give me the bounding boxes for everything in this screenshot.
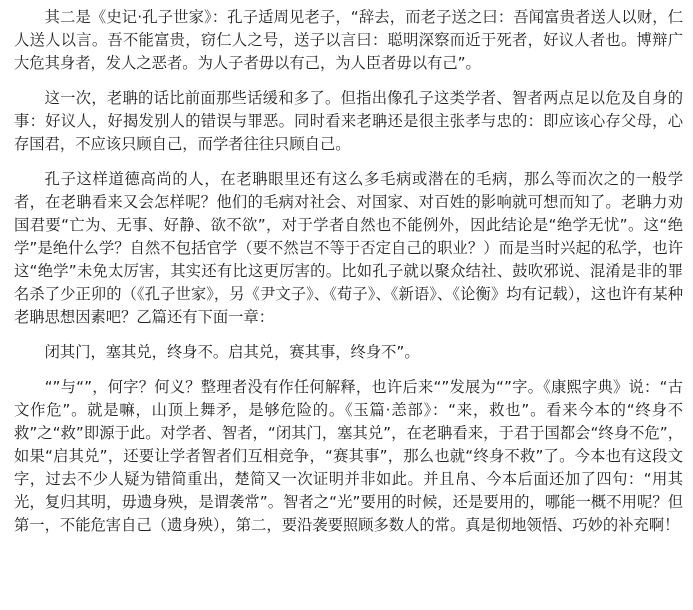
paragraph-character-explanation: “”与“”，何字？何义？整理者没有作任何解释，也许后来“”发展为“”字。《康熙字典》说：“古文作危”。就是嘛，山顶上舞矛，是够危险的。《玉篇·恙部》：“来，救也”。看来今本的“终身不救”之“救”即源于此。对学者、智者，“闭其门，塞其兑”，在老聃看来，于君于国都会“终身不危”，如果“启其兑”，还要让学者智者们互相竞争，“赛其事”，那么也就“终身不救”了。今本也有这段文字，过去不少人疑为错简重出，楚简又一次证明并非如此。并且帛、今本后面还加了四句：“用其光，复归其明，毋遗身殃，是谓袭常”。智者之“光”要用的时候，还是要用的，哪能一概不用呢？但第一，不能危害自己（遗身殃），第二，要沿袭要照顾多数人的常。真是彻地领悟、巧妙的补充啊！ <box>14 378 683 534</box>
paragraph-confucius-analysis: 孔子这样道德高尚的人，在老聃眼里还有这么多毛病或潜在的毛病，那么等而次之的一般学者，在老聃看来又会怎样呢？他们的毛病对社会、对国家、对百姓的影响就可想而知了。老聃力劝国君要“亡为、无事、好静、欲不欲”，对于学者自然也不能例外，因此结论是“绝学无忧”。这“绝学”是绝什么学？自然不包括官学（要不然岂不等于否定自己的职业？）而是当时兴起的私学，也许这“绝学”未免太厉害，其实还有比这更厉害的。比如孔子就以聚众结社、鼓吹邪说、混淆是非的罪名杀了少正卯的（《孔子世家》，另《尹文子》、《荀子》、《新语》、《论衡》均有记载），这也许有某种老聃思想因素吧？乙篇还有下面一章： <box>14 170 683 326</box>
paragraph-laodan-commentary: 这一次，老聃的话比前面那些话缓和多了。但指出像孔子这类学者、智者两点足以危及自身的事：好议人，好揭发别人的错误与罪恶。同时看来老聃还是很主张孝与忠的：即应该心存父母，心存国君，不应该只顾自己，而学者往往只顾自己。 <box>14 89 683 153</box>
paragraph-chujian-quote: 闭其门，塞其兑，终身不。启其兑，赛其事，终身不”。 <box>44 343 420 361</box>
paragraph-shiji-quote: 其二是《史记·孔子世家》：孔子适周见老子，“辞去，而老子送之曰：吾闻富贵者送人以财，仁人送人以言。吾不能富贵，窃仁人之号，送子以言曰：聪明深察而近于死者，好议人者也。博辩广大危其身者，发人之恶者。为人子者毋以有己，为人臣者毋以有己”。 <box>14 8 683 72</box>
